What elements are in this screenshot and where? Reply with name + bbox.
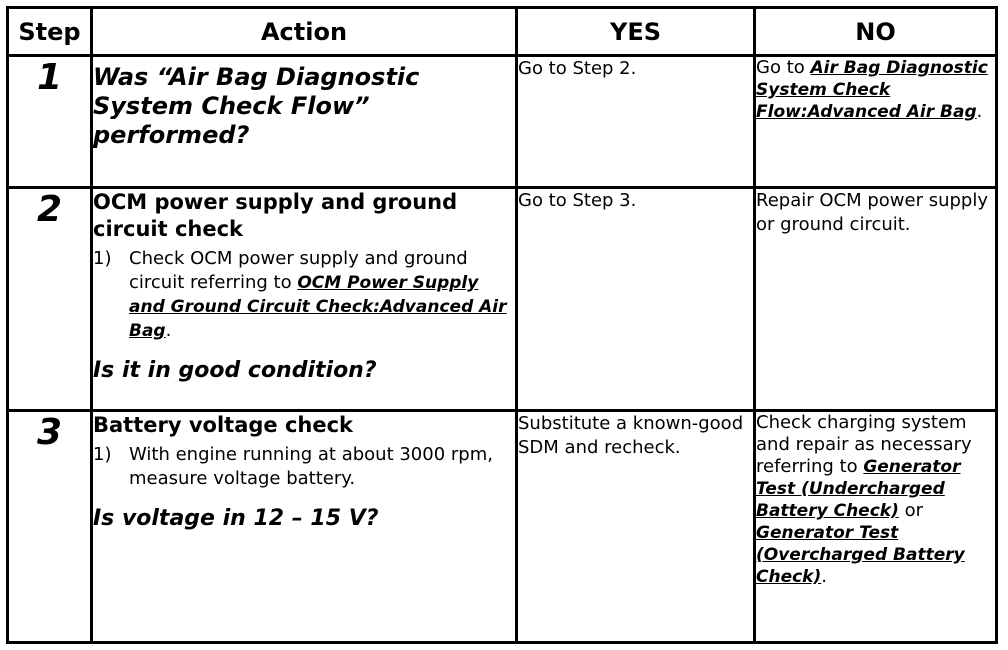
item-number: 1) [93,248,112,269]
yes-cell [517,56,755,188]
action-question: Is it in good condition? [93,358,377,383]
header-no: NO [755,8,997,56]
no-cell [755,56,997,188]
item-text: Check OCM power supply and ground circuit referring to [129,248,468,293]
action-title: Battery voltage check [93,413,354,437]
item-text: With engine running at about 3000 rpm, measure voltage battery. [129,444,493,489]
step-number: 3 [8,411,92,643]
diagnostic-table [6,6,998,644]
no-cell [755,188,997,411]
table-row [8,188,997,411]
link-generator-test-overcharged[interactable]: Generator Test (Overcharged Battery Check) [756,523,965,587]
no-cell [755,411,997,643]
table-row [8,56,997,188]
link-ocm-power-supply-check[interactable]: OCM Power Supply and Ground Circuit Check:Advanced Air Bag [129,273,507,341]
action-item [93,443,515,491]
no-prefix: Go to [756,57,811,78]
action-cell [92,56,517,188]
action-title: OCM power supply and ground circuit check [93,190,458,241]
action-cell [92,411,517,643]
item-number: 1) [93,444,112,465]
link-air-bag-diagnostic-flow[interactable]: Air Bag Diagnostic System Check Flow:Advanced Air Bag [756,58,988,122]
item-suffix: . [165,320,172,341]
yes-text: Substitute a known-good SDM and recheck. [518,413,744,458]
no-middle: or [898,500,923,521]
header-step: Step [8,8,92,56]
yes-cell [517,188,755,411]
no-suffix: . [976,101,983,122]
header-row [8,8,997,56]
table-row [8,411,997,643]
no-prefix: Check charging system and repair as necessary referring to [756,412,972,477]
step-number: 1 [8,56,92,188]
action-item [93,247,515,343]
link-generator-test-undercharged[interactable]: Generator Test (Undercharged Battery Check) [756,457,961,521]
action-question: Is voltage in 12 – 15 V? [93,506,379,531]
action-question: Was “Air Bag Diagnostic System Check Flow” performed? [93,63,420,149]
yes-cell [517,411,755,643]
no-suffix: . [821,566,827,587]
yes-text: Go to Step 2. [518,58,637,79]
yes-text: Go to Step 3. [518,190,637,211]
item-text-wrap [129,247,515,343]
action-cell [92,188,517,411]
header-action: Action [92,8,517,56]
header-yes: YES [517,8,755,56]
no-text: Repair OCM power supply or ground circuit. [756,190,988,235]
step-number: 2 [8,188,92,411]
